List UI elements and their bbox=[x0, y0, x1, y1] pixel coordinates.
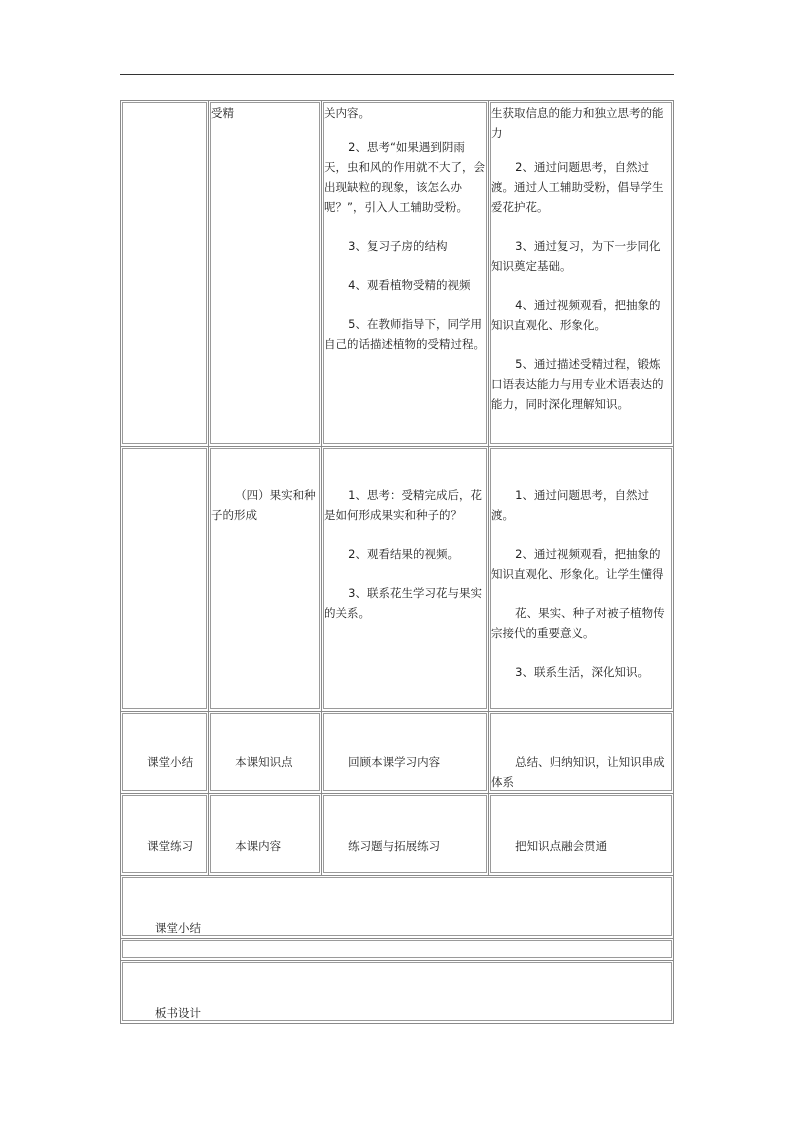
label-cell bbox=[121, 101, 209, 447]
summary-cell bbox=[121, 876, 674, 939]
section-label: 课堂小结 bbox=[147, 755, 194, 769]
intent-text: 把知识点融会贯通 bbox=[515, 839, 608, 853]
activity-cell bbox=[322, 447, 489, 712]
activity-text: 练习题与拓展练习 bbox=[348, 839, 441, 853]
activity-cell bbox=[322, 794, 489, 876]
stage-text: 受精 bbox=[211, 106, 234, 120]
label-cell bbox=[121, 794, 209, 876]
intent-text: 2、通过问题思考，自然过渡。通过人工辅助受粉，倡导学生爱花护花。 bbox=[491, 160, 664, 214]
stage-cell bbox=[209, 101, 322, 447]
activity-text: 4、观看植物受精的视频 bbox=[348, 278, 471, 292]
stage-text: （四）果实和种子的形成 bbox=[211, 488, 316, 522]
intent-text: 3、联系生活，深化知识。 bbox=[515, 665, 649, 679]
activity-cell bbox=[322, 712, 489, 794]
activity-text: 关内容。 bbox=[324, 106, 370, 120]
intent-text: 4、通过视频观看，把抽象的知识直观化、形象化。 bbox=[491, 298, 661, 332]
activity-text: 2、观看结果的视频。 bbox=[348, 547, 459, 561]
content-cell bbox=[209, 712, 322, 794]
intent-cell bbox=[489, 101, 674, 447]
content-cell bbox=[209, 794, 322, 876]
intent-cell bbox=[489, 794, 674, 876]
stage-cell bbox=[209, 447, 322, 712]
header-rule bbox=[120, 74, 674, 75]
content-text: 本课知识点 bbox=[235, 755, 293, 769]
table-row bbox=[121, 939, 674, 961]
intent-text: 生获取信息的能力和独立思考的能力 bbox=[491, 106, 664, 140]
board-design-cell bbox=[121, 961, 674, 1024]
label-cell bbox=[121, 447, 209, 712]
lesson-plan-table bbox=[120, 100, 674, 1024]
intent-text: 总结、归纳知识，让知识串成体系 bbox=[491, 755, 665, 789]
table-row bbox=[121, 101, 674, 447]
section-label: 板书设计 bbox=[155, 1006, 201, 1020]
table-row bbox=[121, 712, 674, 794]
intent-text: 5、通过描述受精过程，锻炼口语表达能力与用专业术语表达的能力，同时深化理解知识。 bbox=[491, 357, 664, 411]
activity-text: 3、联系花生学习花与果实的关系。 bbox=[324, 586, 482, 620]
table-row bbox=[121, 794, 674, 876]
intent-text: 3、通过复习，为下一步同化知识奠定基础。 bbox=[491, 239, 661, 273]
activity-text: 回顾本课学习内容 bbox=[348, 755, 441, 769]
activity-text: 3、复习子房的结构 bbox=[348, 239, 448, 253]
intent-text: 花、果实、种子对被子植物传宗接代的重要意义。 bbox=[491, 606, 665, 640]
intent-cell bbox=[489, 447, 674, 712]
section-label: 课堂小结 bbox=[155, 921, 201, 935]
table-row bbox=[121, 961, 674, 1024]
intent-text: 2、通过视频观看，把抽象的知识直观化、形象化。让学生懂得 bbox=[491, 547, 664, 581]
intent-cell bbox=[489, 712, 674, 794]
activity-text: 5、在教师指导下，同学用自己的话描述植物的受精过程。 bbox=[324, 317, 485, 351]
table-row bbox=[121, 447, 674, 712]
content-text: 本课内容 bbox=[235, 839, 282, 853]
label-cell bbox=[121, 712, 209, 794]
table-row bbox=[121, 876, 674, 939]
activity-text: 2、思考“如果遇到阴雨天，虫和风的作用就不大了，会出现缺粒的现象，该怎么办呢？”，引入人工辅助受粉。 bbox=[324, 140, 485, 214]
section-label: 课堂练习 bbox=[147, 839, 194, 853]
activity-text: 1、思考：受精完成后，花是如何形成果实和种子的？ bbox=[324, 488, 482, 522]
intent-text: 1、通过问题思考，自然过渡。 bbox=[491, 488, 649, 522]
activity-cell bbox=[322, 101, 489, 447]
empty-cell bbox=[121, 939, 674, 961]
